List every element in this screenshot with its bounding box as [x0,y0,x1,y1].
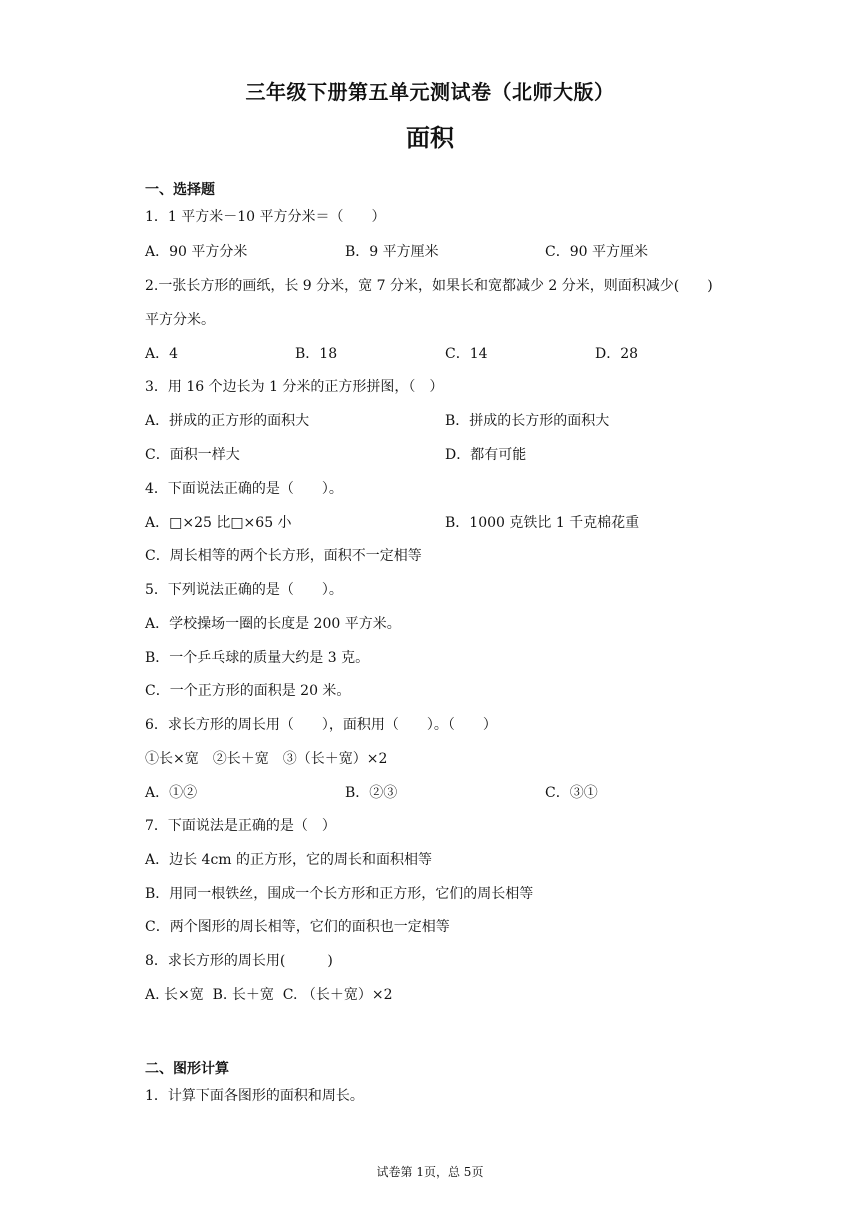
question-3-option-d: D．都有可能 [445,447,527,463]
question-7-option-a: A．边长 4cm 的正方形，它的周长和面积相等 [145,852,433,868]
question-3-option-b: B．拼成的长方形的面积大 [445,413,610,429]
question-8-options: A. 长×宽 B. 长＋宽 C. （长＋宽）×2 [145,987,393,1003]
question-1-option-a: A．90 平方分米 [145,244,248,260]
section-heading-geometry: 二、图形计算 [145,1061,229,1077]
question-5-stem: 5．下列说法正确的是（ ）。 [145,582,343,598]
question-4-option-c: C．周长相等的两个长方形，面积不一定相等 [145,548,422,564]
question-2-option-d: D．28 [595,346,639,362]
question-2-option-a: A．4 [145,346,179,362]
question-5-option-b: B．一个乒乓球的质量大约是 3 克。 [145,650,370,666]
question-7-stem: 7．下面说法是正确的是（ ） [145,818,336,834]
question-2-option-c: C．14 [445,346,488,362]
question-2-option-b: B．18 [295,346,338,362]
page-footer: 试卷第 1页，总 5页 [376,1165,484,1179]
question-5-option-a: A．学校操场一圈的长度是 200 平方米。 [145,616,401,632]
question-6-stem: 6．求长方形的周长用（ ），面积用（ ）。（ ） [145,717,497,733]
page-subtitle: 面积 [406,124,454,152]
question-2-stem: 2.一张长方形的画纸，长 9 分米，宽 7 分米，如果长和宽都减少 2 分米，则面积减少( ) [145,278,713,294]
question-4-option-a: A．□×25 比□×65 小 [145,515,292,531]
question-6-items: ①长×宽 ②长＋宽 ③（长＋宽）×2 [145,751,388,767]
question-1-option-b: B．9 平方厘米 [345,244,439,260]
section-heading-choice: 一、选择题 [145,182,215,198]
question-2-stem-cont: 平方分米。 [145,312,215,328]
question-6-option-a: A．①② [145,785,198,801]
question-8-stem: 8．求长方形的周长用( ) [145,953,333,969]
question-4-option-b: B．1000 克铁比 1 千克棉花重 [445,515,640,531]
question-1-option-c: C．90 平方厘米 [545,244,648,260]
question-6-option-c: C．③① [545,785,598,801]
question-3-stem: 3．用 16 个边长为 1 分米的正方形拼图，（ ） [145,379,444,395]
question-4-stem: 4．下面说法正确的是（ ）。 [145,481,343,497]
section-2-question-1: 1．计算下面各图形的面积和周长。 [145,1088,364,1104]
question-5-option-c: C．一个正方形的面积是 20 米。 [145,683,351,699]
question-6-option-b: B．②③ [345,785,398,801]
page-title: 三年级下册第五单元测试卷（北师大版） [245,80,615,104]
question-7-option-b: B．用同一根铁丝，围成一个长方形和正方形，它们的周长相等 [145,886,534,902]
question-3-option-c: C．面积一样大 [145,447,240,463]
question-7-option-c: C．两个图形的周长相等，它们的面积也一定相等 [145,919,450,935]
question-3-option-a: A．拼成的正方形的面积大 [145,413,310,429]
question-1-stem: 1．1 平方米－10 平方分米＝（ ） [145,209,386,225]
